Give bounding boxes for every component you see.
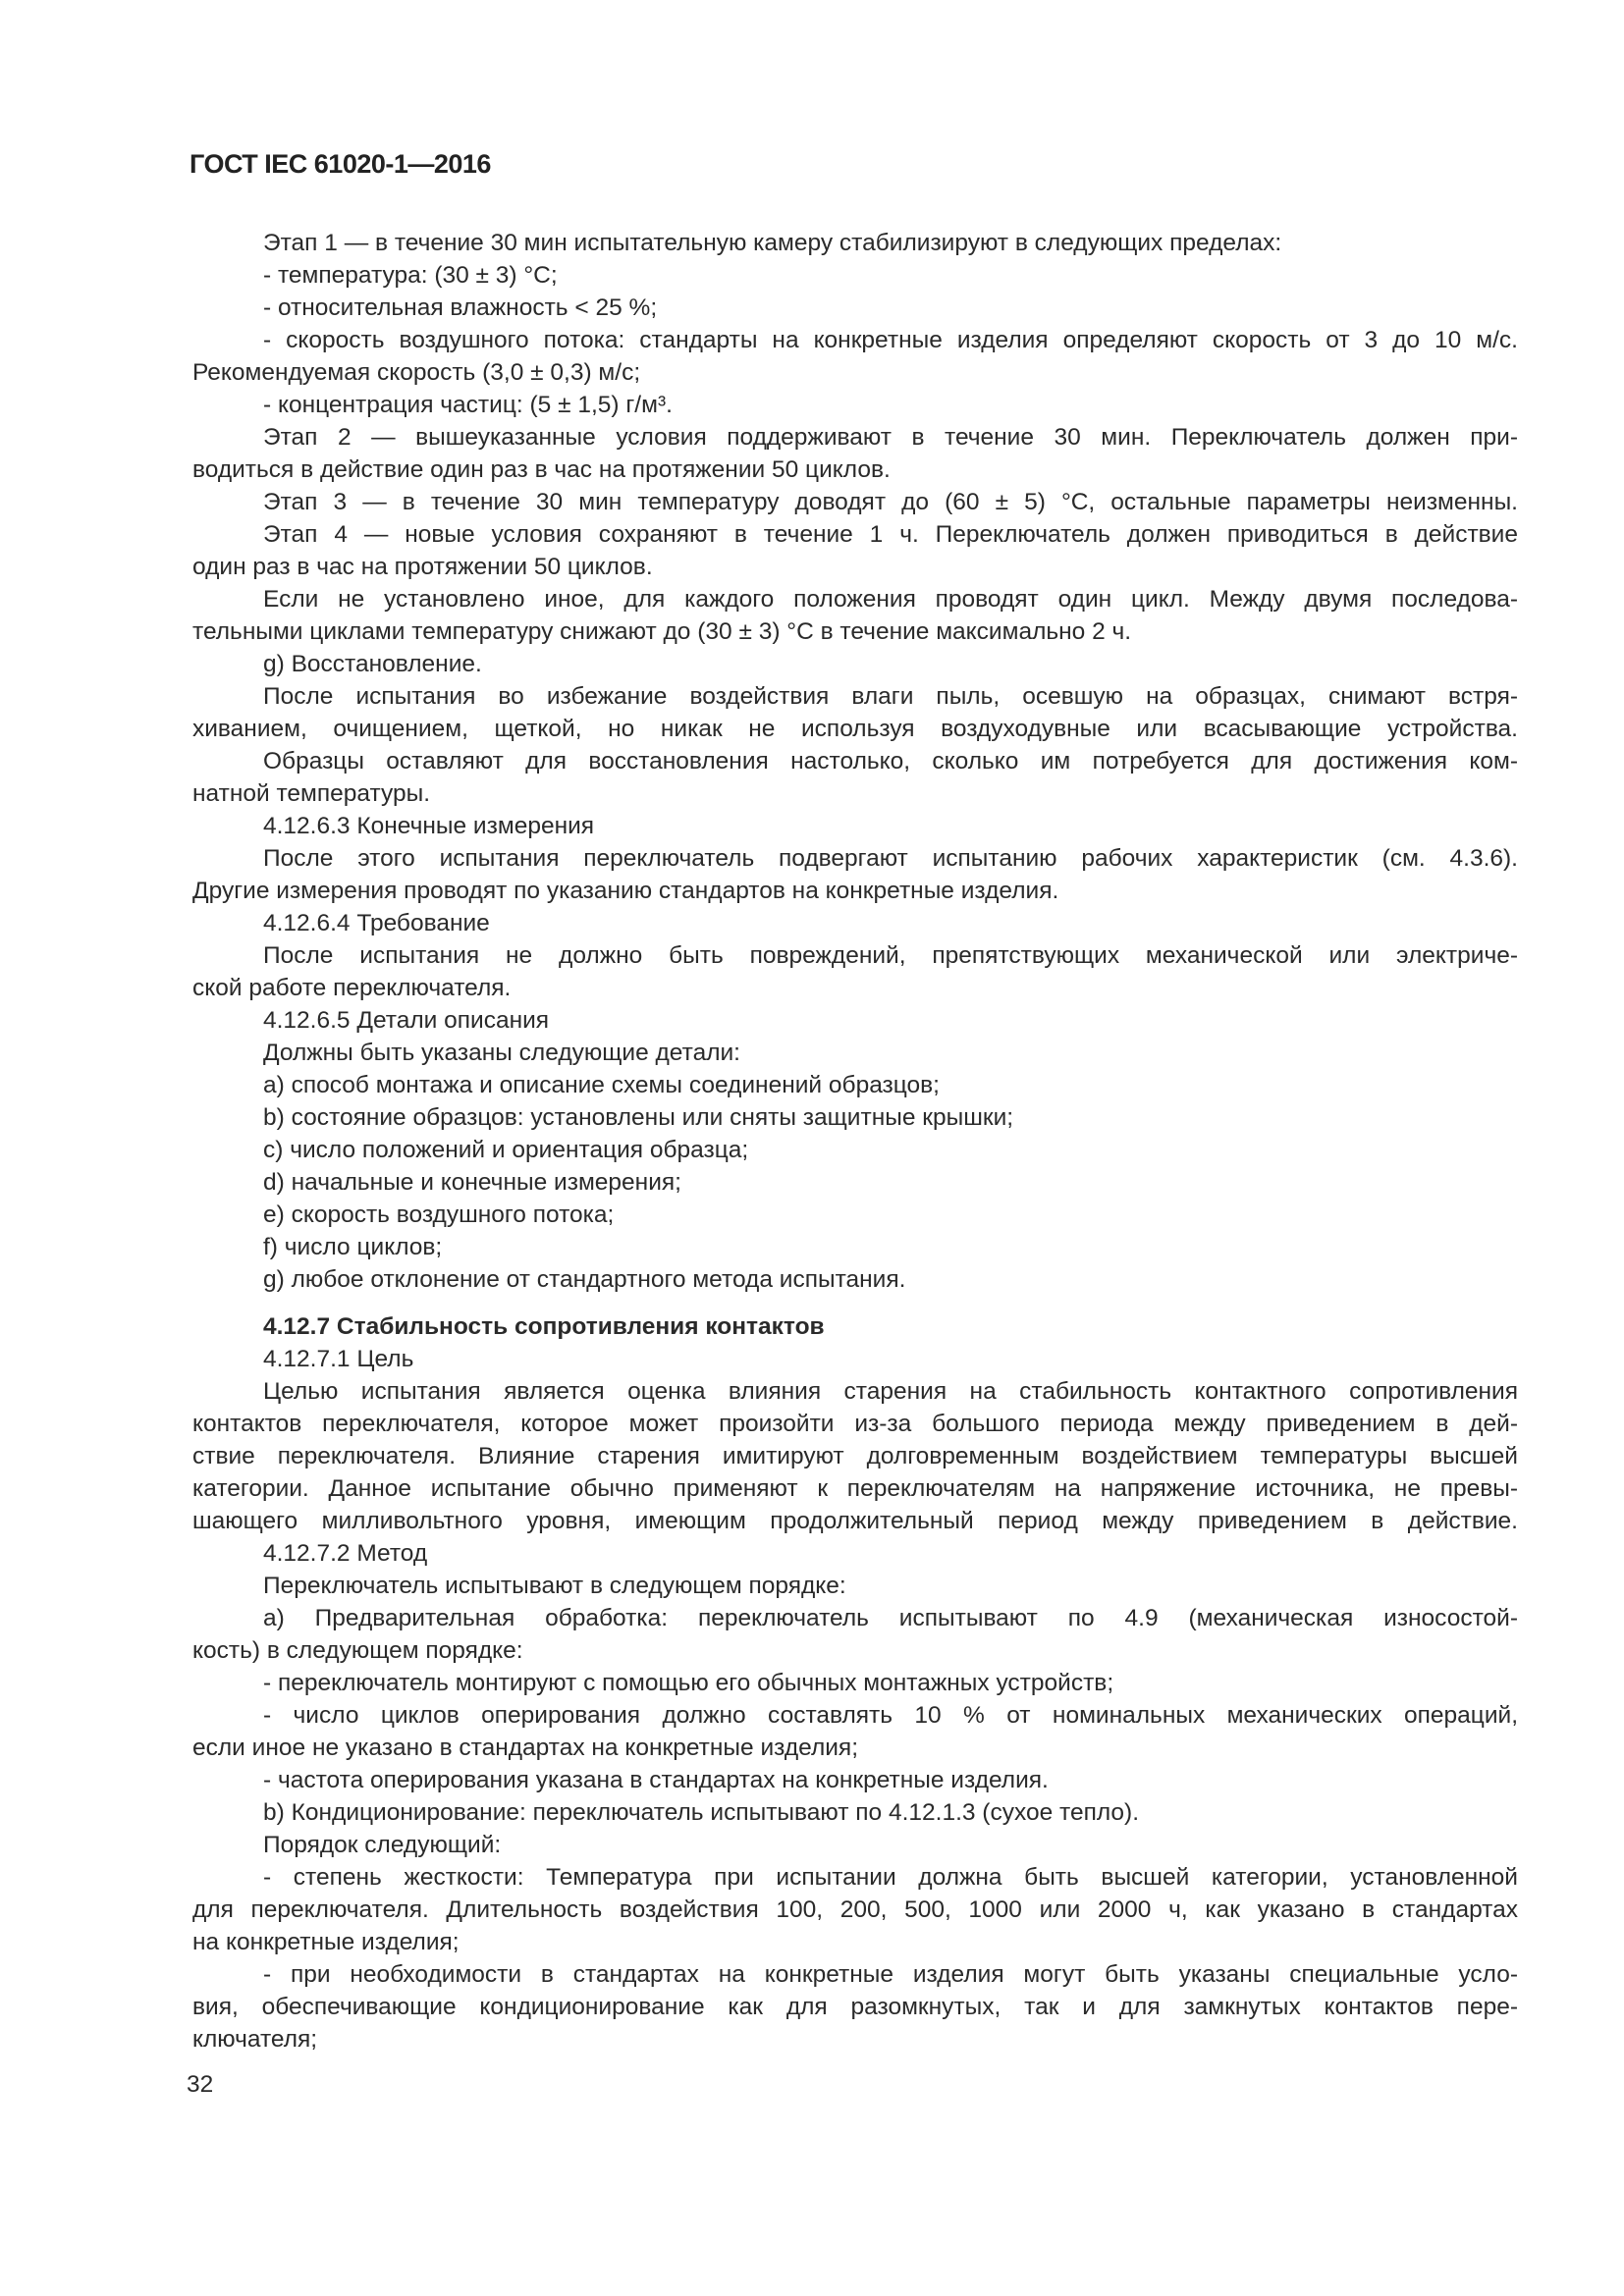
text-line: водиться в действие один раз в час на протяжении 50 циклов. — [192, 456, 891, 483]
document-body — [192, 227, 1518, 2056]
text-line: Этап 2 — вышеуказанные условия поддерживают в течение 30 мин. Переключатель должен при- — [263, 424, 1518, 451]
page-number: 32 — [187, 2071, 214, 2098]
text-line: Должны быть указаны следующие детали: — [263, 1040, 740, 1066]
text-line: - переключатель монтируют с помощью его обычных монтажных устройств; — [263, 1670, 1114, 1696]
text-line: g) Восстановление. — [263, 651, 482, 677]
text-line: категории. Данное испытание обычно применяют к переключателям на напряжение источника, не превы- — [192, 1475, 1518, 1502]
text-line: один раз в час на протяжении 50 циклов. — [192, 554, 653, 580]
text-line: 4.12.7.2 Метод — [263, 1540, 428, 1567]
text-line: - степень жесткости: Температура при испытании должна быть высшей категории, установленной — [263, 1864, 1518, 1891]
text-line: натной температуры. — [192, 780, 431, 807]
text-line: тельными циклами температуру снижают до (30 ± 3) °C в течение максимально 2 ч. — [192, 618, 1132, 645]
text-line: шающего милливольтного уровня, имеющим продолжительный период между приведением в действие. — [192, 1508, 1518, 1534]
text-line: - частота оперирования указана в стандартах на конкретные изделия. — [263, 1767, 1049, 1793]
text-line: После испытания во избежание воздействия влаги пыль, осевшую на образцах, снимают встря- — [263, 683, 1518, 710]
text-line: - температура: (30 ± 3) °C; — [263, 262, 558, 289]
text-line: кость) в следующем порядке: — [192, 1637, 523, 1664]
text-line: Образцы оставляют для восстановления настолько, сколько им потребуется для достижения ком- — [263, 748, 1518, 774]
text-line: если иное не указано в стандартах на конкретные изделия; — [192, 1735, 858, 1761]
text-line: Переключатель испытывают в следующем порядке: — [263, 1573, 846, 1599]
text-line: - концентрация частиц: (5 ± 1,5) г/м³. — [263, 392, 673, 418]
text-line: 4.12.6.3 Конечные измерения — [263, 813, 595, 839]
text-line: После этого испытания переключатель подвергают испытанию рабочих характеристик (см. 4.3.6). — [263, 845, 1518, 872]
section-heading: 4.12.7 Стабильность сопротивления контактов — [263, 1313, 825, 1340]
text-line: f) число циклов; — [263, 1234, 443, 1260]
text-line: 4.12.6.5 Детали описания — [263, 1007, 550, 1034]
text-line: 4.12.7.1 Цель — [263, 1346, 414, 1372]
text-line: a) Предварительная обработка: переключатель испытывают по 4.9 (механическая износостой- — [263, 1605, 1518, 1631]
text-line: c) число положений и ориентация образца; — [263, 1137, 749, 1163]
text-line: b) состояние образцов: установлены или сняты защитные крышки; — [263, 1104, 1014, 1131]
text-line: Целью испытания является оценка влияния старения на стабильность контактного сопротивления — [263, 1378, 1518, 1405]
text-line: b) Кондиционирование: переключатель испытывают по 4.12.1.3 (сухое тепло). — [263, 1799, 1140, 1826]
text-line: - при необходимости в стандартах на конкретные изделия могут быть указаны специальные усло- — [263, 1961, 1518, 1988]
text-line: на конкретные изделия; — [192, 1929, 460, 1955]
text-line: g) любое отклонение от стандартного метода испытания. — [263, 1266, 906, 1293]
text-line: Этап 1 — в течение 30 мин испытательную камеру стабилизируют в следующих пределах: — [263, 230, 1282, 256]
text-line: вия, обеспечивающие кондиционирование как для разомкнутых, так и для замкнутых контактов пере- — [192, 1994, 1518, 2020]
text-line: Этап 3 — в течение 30 мин температуру доводят до (60 ± 5) °C, остальные параметры неизменны. — [263, 489, 1518, 515]
text-line: хиванием, очищением, щеткой, но никак не используя воздуходувные или всасывающие устройства. — [192, 716, 1518, 742]
text-line: ствие переключателя. Влияние старения имитируют долговременным воздействием температуры высшей — [192, 1443, 1518, 1469]
document-header: ГОСТ IEC 61020-1—2016 — [189, 149, 491, 179]
text-line: d) начальные и конечные измерения; — [263, 1169, 681, 1196]
text-line: Порядок следующий: — [263, 1832, 502, 1858]
text-line: ской работе переключателя. — [192, 975, 512, 1001]
text-line: Если не установлено иное, для каждого положения проводят один цикл. Между двумя последова- — [263, 586, 1518, 613]
text-line: контактов переключателя, которое может произойти из-за большого периода между приведением в дей- — [192, 1411, 1518, 1437]
text-line: a) способ монтажа и описание схемы соединений образцов; — [263, 1072, 940, 1098]
text-line: Рекомендуемая скорость (3,0 ± 0,3) м/с; — [192, 359, 641, 386]
text-line: 4.12.6.4 Требование — [263, 910, 490, 936]
text-line: Этап 4 — новые условия сохраняют в течение 1 ч. Переключатель должен приводиться в действие — [263, 521, 1518, 548]
text-line: Другие измерения проводят по указанию стандартов на конкретные изделия. — [192, 878, 1059, 904]
text-line: После испытания не должно быть повреждений, препятствующих механической или электриче- — [263, 942, 1518, 969]
text-line: ключателя; — [192, 2026, 318, 2053]
text-line: для переключателя. Длительность воздействия 100, 200, 500, 1000 или 2000 ч, как указано в стандартах — [192, 1896, 1518, 1923]
text-line: - скорость воздушного потока: стандарты на конкретные изделия определяют скорость от 3 до 10 м/с. — [263, 327, 1518, 353]
text-line: - относительная влажность < 25 %; — [263, 294, 658, 321]
text-line: - число циклов оперирования должно составлять 10 % от номинальных механических операций, — [263, 1702, 1518, 1729]
text-line: e) скорость воздушного потока; — [263, 1201, 615, 1228]
